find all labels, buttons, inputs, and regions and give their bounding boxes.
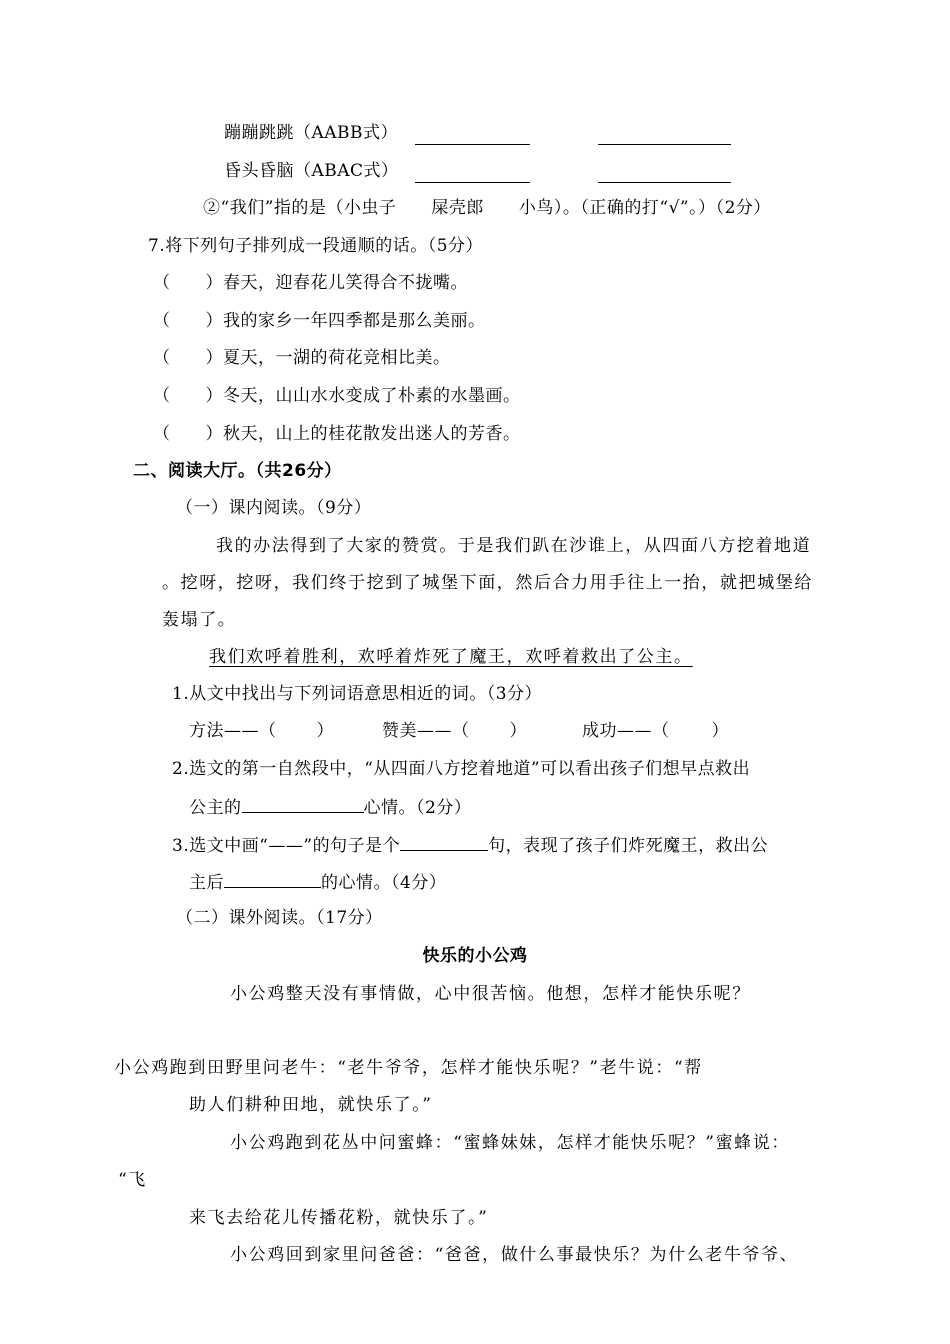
aabb-answer-blank-1[interactable]	[415, 126, 530, 145]
abac-label: 昏头昏脑（ABAC式）	[224, 161, 399, 181]
story-line: 小公鸡整天没有事情做，心中很苦恼。他想，怎样才能快乐呢？	[230, 984, 751, 1004]
story-line: 小公鸡回到家里问爸爸：“爸爸，做什么事最快乐？为什么老牛爷爷、	[230, 1245, 799, 1265]
part-1-title: （一）课内阅读。（9分）	[176, 498, 372, 518]
aabb-answer-blank-2[interactable]	[598, 126, 731, 145]
passage-line: 。挖呀，挖呀，我们终于挖到了城堡下面，然后合力用手往上一抬，就把城堡给	[162, 573, 813, 593]
order-bracket[interactable]: （ ）	[153, 273, 223, 293]
q2-line-1: 2.选文的第一自然段中，“从四面八方挖着地道”可以看出孩子们想早点救出	[172, 759, 751, 779]
q7-sentence: 我的家乡一年四季都是那么美丽。	[223, 311, 486, 331]
aabb-line	[224, 121, 398, 145]
q3-answer-blank-2[interactable]	[224, 869, 321, 888]
q1-word-zanmei	[382, 719, 527, 743]
story-title: 快乐的小公鸡	[422, 946, 528, 966]
q-women-refers: ②“我们”指的是（小虫子 屎壳郎 小鸟）。（正确的打“√”。）（2分）	[203, 198, 771, 218]
q2-text-b: 心情。（2分）	[363, 798, 472, 818]
q1-title: 1.从文中找出与下列词语意思相近的词。（3分）	[172, 684, 543, 704]
q1-word-label: 成功——（	[582, 721, 670, 741]
passage-line: 轰塌了。	[162, 610, 237, 630]
q3-text-d: 的心情。（4分）	[321, 873, 447, 893]
q1-word-label: 方法——（	[189, 721, 277, 741]
passage-line: 我的办法得到了大家的赞赏。于是我们趴在沙谁上，从四面八方挖着地道	[216, 536, 812, 556]
q3-text-a: 3.选文中画“——”的句子是个	[172, 836, 401, 856]
abac-line	[224, 159, 399, 183]
aabb-label: 蹦蹦跳跳（AABB式）	[224, 123, 399, 143]
q1-close-paren: ）	[316, 721, 334, 741]
q1-word-chenggong	[582, 719, 729, 743]
q2-line-2	[189, 794, 471, 820]
q2-answer-blank[interactable]	[242, 794, 364, 813]
q7-sentence: 春天，迎春花儿笑得合不拢嘴。	[223, 273, 468, 293]
order-bracket[interactable]: （ ）	[153, 424, 223, 444]
underlined-sentence: 我们欢呼着胜利，欢呼着炸死了魔王，欢呼着救出了公主。	[209, 647, 693, 667]
order-bracket[interactable]: （ ）	[153, 311, 223, 331]
q7-item	[153, 346, 451, 370]
q1-word-fangfa	[189, 719, 334, 743]
story-line: 助人们耕种田地，就快乐了。”	[189, 1095, 433, 1115]
story-line: 小公鸡跑到花丛中问蜜蜂：“蜜蜂妹妹，怎样才能快乐呢？”蜜蜂说：	[230, 1133, 790, 1153]
q7-title: 7.将下列句子排列成一段通顺的话。（5分）	[148, 236, 484, 256]
abac-answer-blank-1[interactable]	[415, 164, 530, 183]
q3-line-1	[172, 832, 768, 858]
q7-sentence: 冬天，山山水水变成了朴素的水墨画。	[223, 386, 521, 406]
part-2-title: （二）课外阅读。（17分）	[176, 908, 383, 928]
q7-sentence: 夏天，一湖的荷花竞相比美。	[223, 348, 451, 368]
story-line: 来飞去给花儿传播花粉，就快乐了。”	[189, 1208, 489, 1228]
q1-close-paren: ）	[711, 721, 729, 741]
q7-item	[153, 271, 468, 295]
q3-text-b: 句，表现了孩子们炸死魔王，救出公	[488, 836, 769, 856]
abac-answer-blank-2[interactable]	[598, 164, 731, 183]
q7-item	[153, 422, 521, 446]
q7-sentence: 秋天，山上的桂花散发出迷人的芳香。	[223, 424, 521, 444]
q3-text-c: 主后	[189, 873, 224, 893]
section-2-title: 二、阅读大厅。（共26分）	[133, 461, 342, 481]
q1-close-paren: ）	[509, 721, 527, 741]
story-line: “飞	[118, 1170, 147, 1190]
story-line: 小公鸡跑到田野里问老牛：“老牛爷爷，怎样才能快乐呢？”老牛说：“帮	[114, 1058, 703, 1078]
order-bracket[interactable]: （ ）	[153, 348, 223, 368]
q3-answer-blank-1[interactable]	[400, 832, 488, 851]
q7-item	[153, 384, 521, 408]
q7-item	[153, 309, 486, 333]
q1-word-label: 赞美——（	[382, 721, 470, 741]
q2-text-a: 公主的	[189, 798, 242, 818]
order-bracket[interactable]: （ ）	[153, 386, 223, 406]
q3-line-2	[189, 869, 446, 895]
